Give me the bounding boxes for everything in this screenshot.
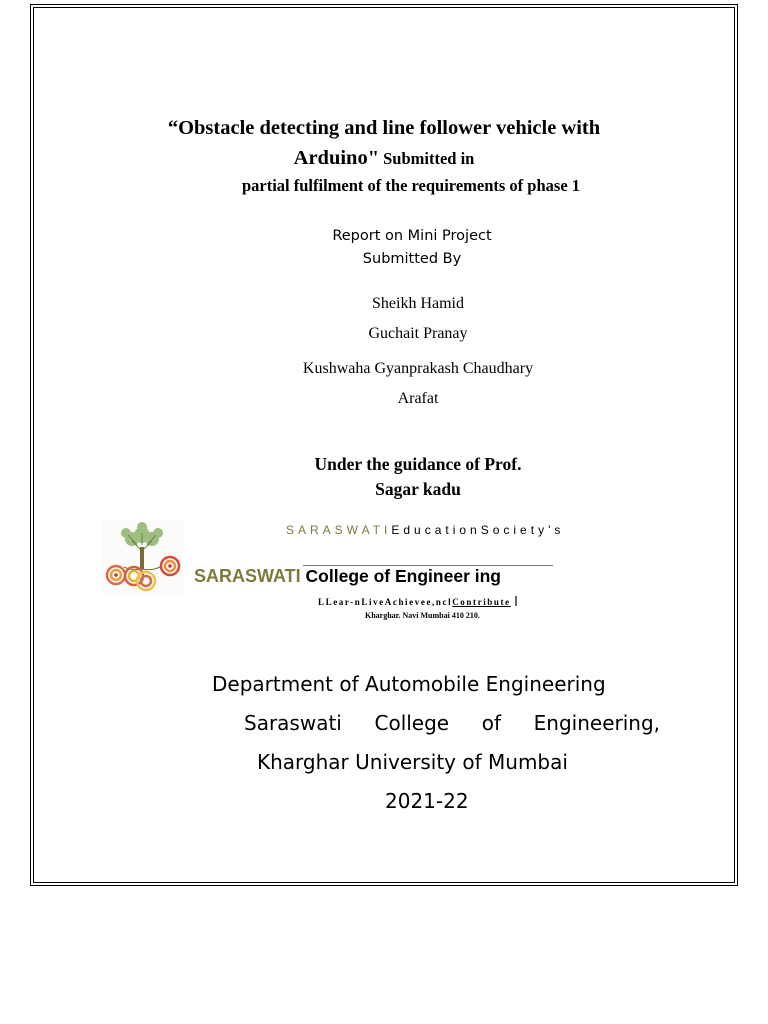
society-name-suffix: EducationSociety's bbox=[391, 523, 565, 537]
motto-bar bbox=[515, 596, 517, 606]
academic-year: 2021-22 bbox=[385, 789, 469, 813]
report-label: Report on Mini Project bbox=[332, 228, 492, 244]
college-name bbox=[194, 566, 501, 587]
college-name-brand: SARASWATI bbox=[194, 566, 301, 586]
project-title-line-2 bbox=[0, 147, 768, 170]
student-name: Guchait Pranay bbox=[368, 325, 468, 342]
submitted-in-text: Submitted in bbox=[383, 149, 475, 168]
college-full-name: Saraswati College of Engineering, bbox=[244, 711, 660, 735]
project-title-arduino: Arduino" bbox=[293, 147, 380, 169]
motto-text: LLear-nLiveAchievee,ncl bbox=[318, 597, 453, 607]
guidance-line-2: Sagar kadu bbox=[375, 479, 461, 499]
motto-contribute: Contribute bbox=[452, 597, 511, 607]
project-title-line-1: “Obstacle detecting and line follower vehicle with bbox=[167, 117, 601, 139]
society-name bbox=[286, 523, 564, 537]
student-name: Arafat bbox=[397, 390, 439, 407]
student-name: Kushwaha Gyanprakash Chaudhary bbox=[302, 360, 534, 377]
college-address: Kharghar. Navi Mumbai 410 210. bbox=[365, 611, 480, 620]
college-logo bbox=[102, 521, 183, 594]
university-line: Kharghar University of Mumbai bbox=[257, 750, 568, 774]
society-name-brand: SARASWATI bbox=[286, 523, 392, 537]
student-name: Sheikh Hamid bbox=[372, 295, 464, 312]
department-line: Department of Automobile Engineering bbox=[212, 672, 606, 696]
project-title-line-3: partial fulfilment of the requirements of phase 1 bbox=[241, 176, 581, 195]
college-name-suffix: College of Engineer ing bbox=[305, 566, 501, 586]
college-motto bbox=[318, 596, 517, 607]
submitted-by-label: Submitted By bbox=[362, 251, 462, 267]
guidance-line-1: Under the guidance of Prof. bbox=[314, 454, 522, 474]
